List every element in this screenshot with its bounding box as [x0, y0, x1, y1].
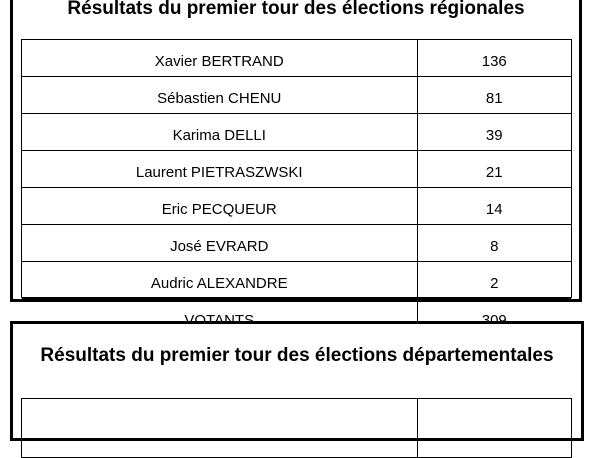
candidate-votes: 21 [417, 151, 571, 188]
departmental-results-table [10, 321, 584, 441]
candidate-name: Karima DELLI [22, 114, 417, 151]
candidate-votes: 14 [417, 188, 571, 225]
table-row [22, 188, 571, 225]
candidate-name [22, 399, 417, 457]
regional-results-table [10, 0, 582, 302]
regional-results-body [21, 39, 572, 298]
candidate-name: José EVRARD [22, 225, 417, 262]
candidate-votes: 39 [417, 114, 571, 151]
candidate-name: Sébastien CHENU [22, 77, 417, 114]
table-row [22, 151, 571, 188]
table-row [22, 225, 571, 262]
candidate-name: Laurent PIETRASZWSKI [22, 151, 417, 188]
candidate-votes: 8 [417, 225, 571, 262]
candidate-name: Eric PECQUEUR [22, 188, 417, 225]
candidate-votes [417, 399, 571, 457]
regional-results-title: Résultats du premier tour des élections régionales [67, 0, 525, 19]
table-row [22, 262, 571, 299]
regional-results-grid [22, 40, 571, 335]
candidate-name: Audric ALEXANDRE [22, 262, 417, 299]
table-row [22, 77, 571, 114]
departmental-results-title: Résultats du premier tour des élections départementales [40, 345, 554, 366]
departmental-results-body [21, 398, 572, 458]
table-row [22, 40, 571, 77]
candidate-votes: 81 [417, 77, 571, 114]
candidate-name: Xavier BERTRAND [22, 40, 417, 77]
table-row [22, 114, 571, 151]
departmental-results-grid [22, 399, 571, 457]
candidate-votes: 2 [417, 262, 571, 299]
table-row [22, 399, 571, 457]
candidate-votes: 136 [417, 40, 571, 77]
